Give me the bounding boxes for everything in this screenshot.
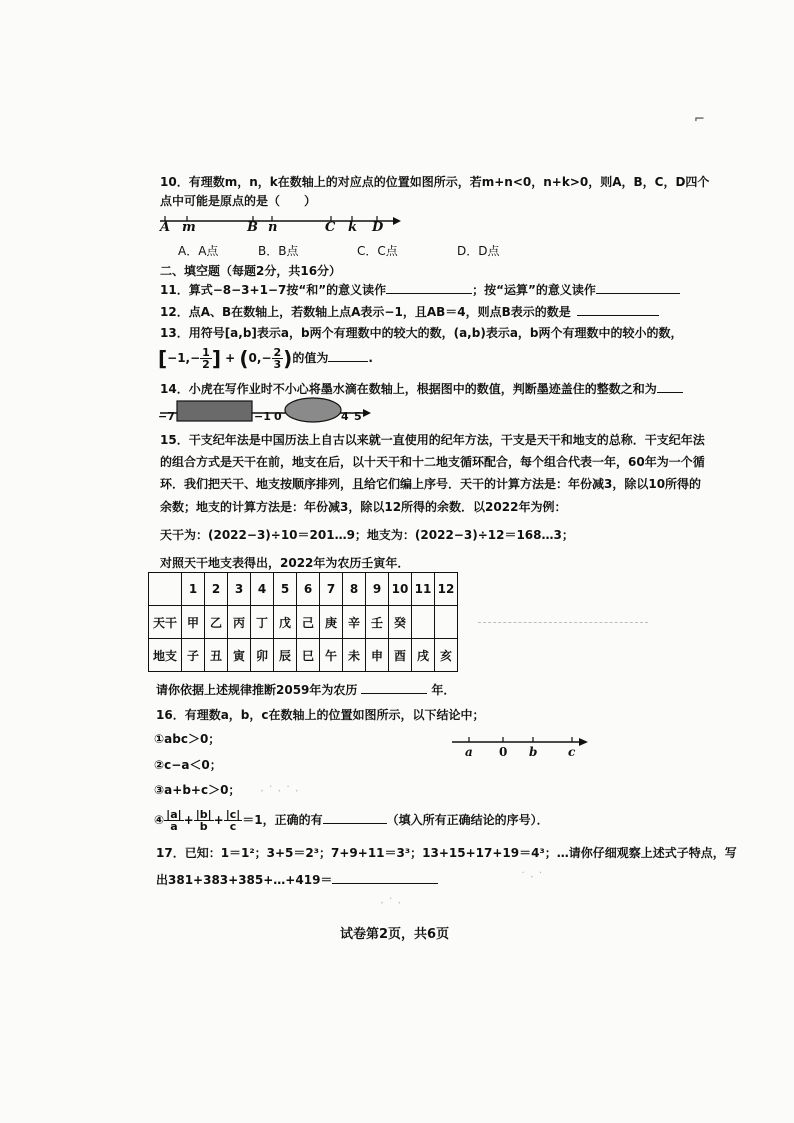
q15-table-intro: 对照天干地支表得出，2022年为农历壬寅年．: [160, 556, 410, 570]
q15-line4: 余数；地支的计算方法是：年份减3，除以12所得的余数．以2022年为例：: [160, 500, 567, 514]
tiangan-label: 天干: [149, 606, 182, 639]
table-cell: 未: [343, 639, 366, 672]
q13-fraction-a-den: 2: [202, 358, 210, 371]
q14-tick-5: 5: [354, 410, 362, 423]
q13-plus: +: [225, 351, 236, 365]
q14-question: 14．小虎在写作业时不小心将墨水滴在数轴上，根据图中的数值，判断墨迹盖住的整数之和为: [160, 382, 657, 396]
q12-text: [160, 303, 659, 320]
page-footer: 试卷第2页，共6页: [340, 927, 450, 942]
table-cell: 丙: [228, 606, 251, 639]
scan-noise: · ˙ ·: [380, 896, 402, 910]
q16-frac-c-den: c: [229, 820, 237, 833]
table-cell: 7: [320, 573, 343, 606]
q14-tick-0: 0: [274, 410, 282, 423]
q12-question: 12．点A、B在数轴上，若数轴上点A表示−1，且AB＝4，则点B表示的数是: [160, 305, 571, 319]
q17-line1: 17．已知：1＝1²；3+5＝2³；7+9+11＝3³；13+15+17+19＝4³；…请你仔细观察上述式子特点，写: [156, 846, 737, 860]
dizhi-label: 地支: [149, 639, 182, 672]
scan-noise: ˙ · ˙: [520, 870, 544, 884]
q16-axis-label-c: c: [568, 745, 576, 759]
q10-line1: 10．有理数m，n，k在数轴上的对应点的位置如图所示，若m+n<0，n+k>0，则A，B，C，D四个: [160, 175, 710, 189]
q13-expr-a: −1,−: [167, 351, 201, 365]
table-cell: 己: [297, 606, 320, 639]
q10-axis-label-D: D: [372, 220, 384, 235]
ink-blot-ellipse: [285, 398, 341, 422]
q15-question-b: 年．: [431, 683, 456, 697]
table-cell: 壬: [366, 606, 389, 639]
q16-text: 16．有理数a，b，c在数轴上的位置如图所示，以下结论中；: [156, 708, 485, 722]
q12-blank[interactable]: [577, 303, 659, 316]
q15-line3: 环．我们把天干、地支按顺序排列，且给它们编上序号．天干的计算方法是：年份减3，除以10所得的: [160, 477, 702, 491]
q14-tick-4: 4: [341, 410, 349, 423]
q13-fraction-b: [272, 347, 284, 370]
q13-fraction-a: [200, 347, 212, 370]
q17-expression: 出381+383+385+…+419＝: [156, 873, 333, 887]
table-cell: 巳: [297, 639, 320, 672]
q11-text: [160, 281, 680, 298]
q11-part2: ；按“运算”的意义读作: [472, 283, 596, 297]
q10-axis-label-m: m: [182, 220, 196, 235]
q10-option-d: D．D点: [457, 244, 500, 258]
table-cell: 子: [182, 639, 205, 672]
q16-axis-label-b: b: [529, 745, 538, 759]
table-cell: 寅: [228, 639, 251, 672]
q16-c4-tail: （填入所有正确结论的序号）．: [386, 813, 549, 827]
table-cell: 戌: [412, 639, 435, 672]
q16-frac-a-num: |a|: [166, 808, 182, 821]
ganzhi-dizhi-row: [149, 639, 458, 672]
q15-blank[interactable]: [361, 681, 427, 694]
q15-calc: 天干为：(2022−3)÷10＝201…9；地支为：(2022−3)÷12＝168…3；: [160, 528, 574, 542]
table-cell: 癸: [389, 606, 412, 639]
q10-option-a: A．A点: [178, 244, 219, 258]
q13-left-paren: (: [239, 346, 249, 371]
q16-frac-a: [164, 809, 183, 832]
q10-option-c: C．C点: [357, 244, 398, 258]
q11-part1: 11．算式−8−3+1−7按“和”的意义读作: [160, 283, 387, 297]
table-cell: 乙: [205, 606, 228, 639]
scan-noise: · ˙ · ˙ ·: [260, 784, 299, 798]
ganzhi-tiangan-row: [149, 606, 458, 639]
table-cell: 卯: [251, 639, 274, 672]
table-cell: 10: [389, 573, 412, 606]
q16-conclusion-3: ③a+b+c＞0；: [154, 783, 241, 797]
q11-blank-2[interactable]: [596, 281, 680, 294]
table-cell: 9: [366, 573, 389, 606]
table-cell: 午: [320, 639, 343, 672]
table-cell: 6: [297, 573, 320, 606]
table-cell: 亥: [435, 639, 458, 672]
q16-frac-b-num: |b|: [195, 808, 212, 821]
q13-period: .: [368, 351, 373, 365]
q17-blank[interactable]: [332, 871, 438, 884]
table-cell: 1: [182, 573, 205, 606]
q15-question-a: 请你依据上述规律推断2059年为农历: [156, 683, 358, 697]
table-cell: 丁: [251, 606, 274, 639]
q13-line1: 13．用符号[a,b]表示a，b两个有理数中的较大的数，(a,b)表示a，b两个有理数中的较小的数，: [160, 326, 683, 340]
ink-blot-rectangle: [177, 401, 252, 421]
q10-axis-label-B: B: [247, 220, 258, 235]
q14-text: [160, 380, 683, 397]
q16-frac-b: [194, 809, 214, 832]
q16-axis-label-0: 0: [499, 745, 508, 759]
q10-axis-label-n: n: [268, 220, 278, 235]
q16-frac-b-den: b: [199, 820, 208, 833]
page-corner-mark: ⌐: [694, 112, 705, 127]
table-cell: 8: [343, 573, 366, 606]
q13-expression: [158, 346, 373, 371]
q10-line2: 点中可能是原点的是（ ）: [160, 194, 317, 208]
q13-fraction-a-num: 1: [202, 346, 210, 359]
table-cell: 2: [205, 573, 228, 606]
q13-expr-b: 0,−: [248, 351, 272, 365]
table-cell: 3: [228, 573, 251, 606]
table-cell: 12: [435, 573, 458, 606]
q10-option-b: B．B点: [258, 244, 299, 258]
table-cell: 4: [251, 573, 274, 606]
q14-tick-neg7: −7: [158, 410, 175, 423]
table-cell: [412, 606, 435, 639]
q10-axis-label-A: A: [160, 220, 171, 235]
q13-right-bracket: ]: [211, 346, 221, 371]
ganzhi-table: [148, 572, 458, 672]
q16-conclusion-2: ②c−a＜0；: [154, 758, 222, 772]
q10-axis-label-k: k: [348, 220, 358, 235]
table-cell: 戊: [274, 606, 297, 639]
q15-line1: 15．干支纪年法是中国历法上自古以来就一直使用的纪年方法，干支是天干和地支的总称．干支纪年法: [160, 433, 705, 447]
q17-line2: [156, 871, 438, 888]
table-cell: 丑: [205, 639, 228, 672]
q13-fraction-b-num: 2: [273, 346, 282, 359]
table-cell: 辛: [343, 606, 366, 639]
section-fill-in-title: 二、填空题（每题2分，共16分）: [160, 264, 342, 278]
q16-conclusion-1: ①abc＞0；: [154, 732, 221, 746]
q14-blank[interactable]: [657, 380, 683, 393]
q15-line2: 的组合方式是天干在前，地支在后，以十天干和十二地支循环配合，每个组合代表一年，60年为一个循: [160, 455, 705, 469]
q16-c4-eq: ＝1，正确的有: [242, 813, 323, 827]
ganzhi-corner-cell: [149, 573, 182, 606]
q13-tail: 的值为: [292, 351, 329, 365]
q16-axis-label-a: a: [465, 745, 473, 759]
q16-frac-c: [224, 809, 243, 832]
table-cell: [435, 606, 458, 639]
q13-left-bracket: [: [158, 346, 168, 371]
table-cell: 庚: [320, 606, 343, 639]
q16-blank[interactable]: [323, 811, 387, 824]
table-cell: 申: [366, 639, 389, 672]
table-cell: 11: [412, 573, 435, 606]
ganzhi-number-row: [149, 573, 458, 606]
q14-tick-neg1: −1: [254, 410, 271, 423]
table-cell: 酉: [389, 639, 412, 672]
table-cell: 辰: [274, 639, 297, 672]
q13-right-paren: ): [283, 346, 293, 371]
q13-fraction-b-den: 3: [273, 358, 282, 371]
q16-c4-prefix: ④: [154, 813, 165, 827]
q10-axis-label-C: C: [325, 220, 336, 235]
q16-frac-a-den: a: [170, 820, 178, 833]
table-cell: 5: [274, 573, 297, 606]
q16-conclusion-4: ④ $\frac{|a|}{a}$ + $\frac{|b|}{b}$ + $\frac{|c|}{c}$ ＝1，正确的有 （填入所有正确结论的序号）．: [154, 808, 549, 833]
q16-frac-c-num: |c|: [225, 808, 241, 821]
scan-streak: [478, 622, 648, 623]
q11-blank-1[interactable]: [386, 281, 472, 294]
q13-blank[interactable]: [328, 349, 368, 362]
table-cell: 甲: [182, 606, 205, 639]
q15-question: [156, 681, 455, 698]
